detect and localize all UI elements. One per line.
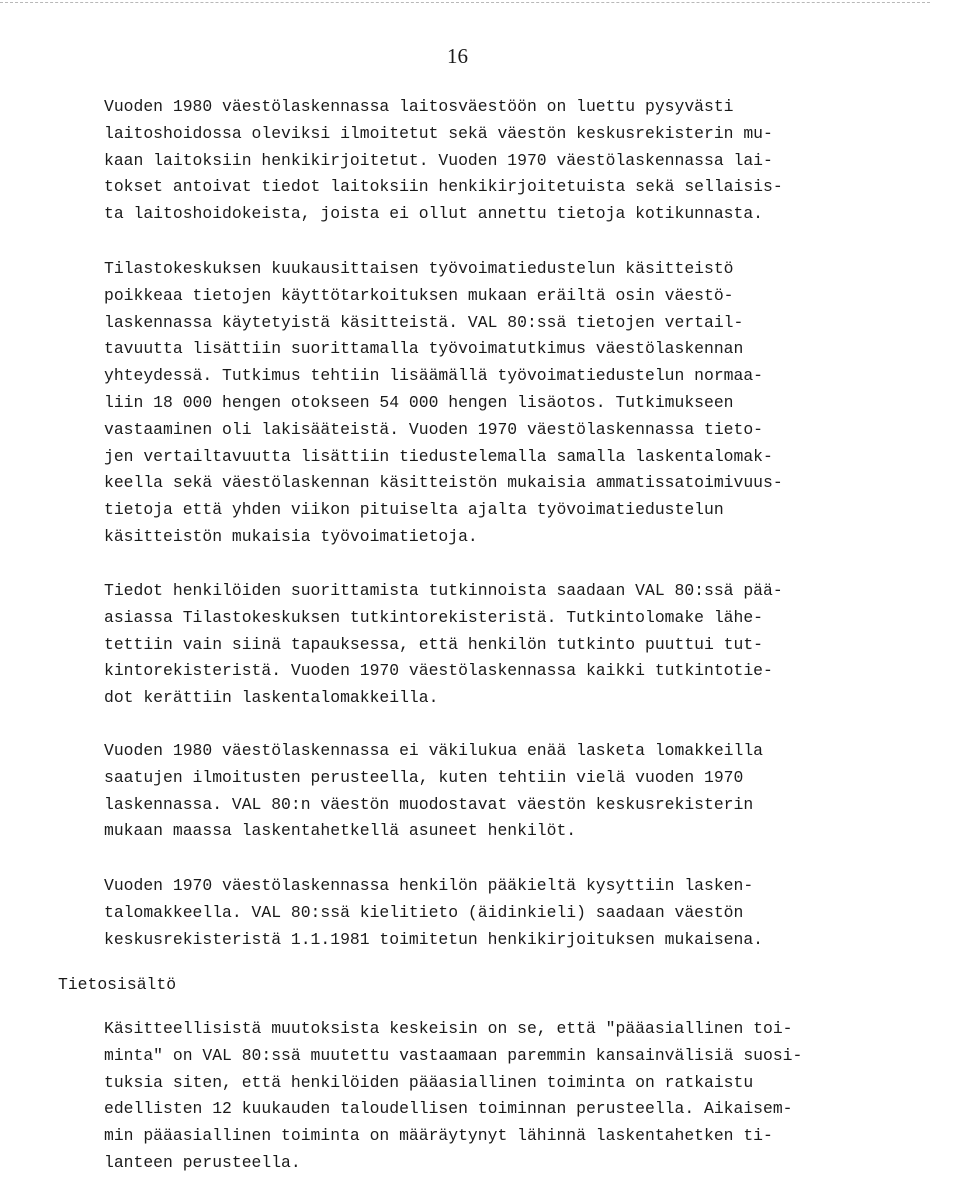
text-line: Käsitteellisistä muutoksista keskeisin on se, että "pääasiallinen toi- — [104, 1019, 793, 1038]
paragraph-tutkinnot — [104, 578, 894, 712]
text-line: tokset antoivat tiedot laitoksiin henkikirjoitetuista sekä sellaisis- — [104, 177, 783, 197]
text-line: laskennassa käytetyistä käsitteistä. VAL 80:ssä tietojen vertail- — [104, 312, 744, 332]
text-line: Vuoden 1980 väestölaskennassa laitosväestöön on luettu pysyvästi — [104, 97, 734, 116]
text-line: ta laitoshoidokeista, joista ei ollut annettu tietoja kotikunnasta. — [104, 204, 764, 224]
text-line: Tiedot henkilöiden suorittamista tutkinnoista saadaan VAL 80:ssä pää- — [104, 581, 783, 600]
text-line: jen vertailtavuutta lisättiin tiedustelemalla samalla laskentalomak- — [104, 446, 773, 466]
paragraph-tyovoimatiedustelu — [104, 256, 894, 551]
text-line: Vuoden 1980 väestölaskennassa ei väkilukua enää lasketa lomakkeilla — [104, 741, 764, 760]
text-line: kaan laitoksiin henkikirjoitetut. Vuoden 1970 väestölaskennassa lai- — [104, 150, 773, 170]
text-line: tuksia siten, että henkilöiden pääasiallinen toiminta on ratkaistu — [104, 1072, 754, 1092]
text-line: kintorekisteristä. Vuoden 1970 väestölaskennassa kaikki tutkintotie- — [104, 661, 773, 681]
text-line: yhteydessä. Tutkimus tehtiin lisäämällä työvoimatiedustelun normaa- — [104, 366, 764, 386]
paragraph-laitosvaesto — [104, 94, 894, 228]
text-line: poikkeaa tietojen käyttötarkoituksen mukaan eräiltä osin väestö- — [104, 285, 734, 305]
page-top-rule — [0, 2, 930, 3]
text-line: mukaan maassa laskentahetkellä asuneet henkilöt. — [104, 821, 577, 841]
text-line: keella sekä väestölaskennan käsitteistön mukaisia ammatissatoimivuus- — [104, 473, 783, 493]
text-line: käsitteistön mukaisia työvoimatietoja. — [104, 526, 478, 546]
paragraph-kielitieto — [104, 873, 894, 953]
text-line: Vuoden 1970 väestölaskennassa henkilön pääkieltä kysyttiin lasken- — [104, 876, 754, 895]
page-number: 16 — [447, 44, 468, 68]
text-line: liin 18 000 hengen otokseen 54 000 hengen lisäotos. Tutkimukseen — [104, 392, 734, 412]
paragraph-paaasiallinen-toiminta — [104, 1016, 894, 1177]
text-line: vastaaminen oli lakisääteistä. Vuoden 1970 väestölaskennassa tieto- — [104, 419, 764, 439]
text-line: Tilastokeskuksen kuukausittaisen työvoimatiedustelun käsitteistö — [104, 259, 734, 278]
text-line: tietoja että yhden viikon pituiselta ajalta työvoimatiedustelun — [104, 500, 724, 520]
text-line: keskusrekisteristä 1.1.1981 toimitetun henkikirjoituksen mukaisena. — [104, 929, 764, 949]
text-line: tettiin vain siinä tapauksessa, että henkilön tutkinto puuttui tut- — [104, 634, 764, 654]
text-line: saatujen ilmoitusten perusteella, kuten tehtiin vielä vuoden 1970 — [104, 767, 744, 787]
section-heading-tietosisalto: Tietosisältö — [58, 975, 177, 994]
text-line: min pääasiallinen toiminta on määräytynyt lähinnä laskentahetken ti- — [104, 1126, 773, 1146]
text-line: laitoshoidossa oleviksi ilmoitetut sekä väestön keskusrekisterin mu- — [104, 123, 773, 143]
text-line: tavuutta lisättiin suorittamalla työvoimatutkimus väestölaskennan — [104, 339, 744, 359]
text-line: edellisten 12 kuukauden taloudellisen toiminnan perusteella. Aikaisem- — [104, 1099, 793, 1119]
text-line: lanteen perusteella. — [104, 1152, 301, 1172]
text-line: dot kerättiin laskentalomakkeilla. — [104, 688, 439, 708]
text-line: talomakkeella. VAL 80:ssä kielitieto (äidinkieli) saadaan väestön — [104, 902, 744, 922]
text-line: asiassa Tilastokeskuksen tutkintorekisteristä. Tutkintolomake lähe- — [104, 607, 764, 627]
paragraph-vakiluku — [104, 738, 894, 845]
text-line: laskennassa. VAL 80:n väestön muodostavat väestön keskusrekisterin — [104, 794, 754, 814]
text-line: minta" on VAL 80:ssä muutettu vastaamaan paremmin kansainvälisiä suosi- — [104, 1045, 803, 1065]
